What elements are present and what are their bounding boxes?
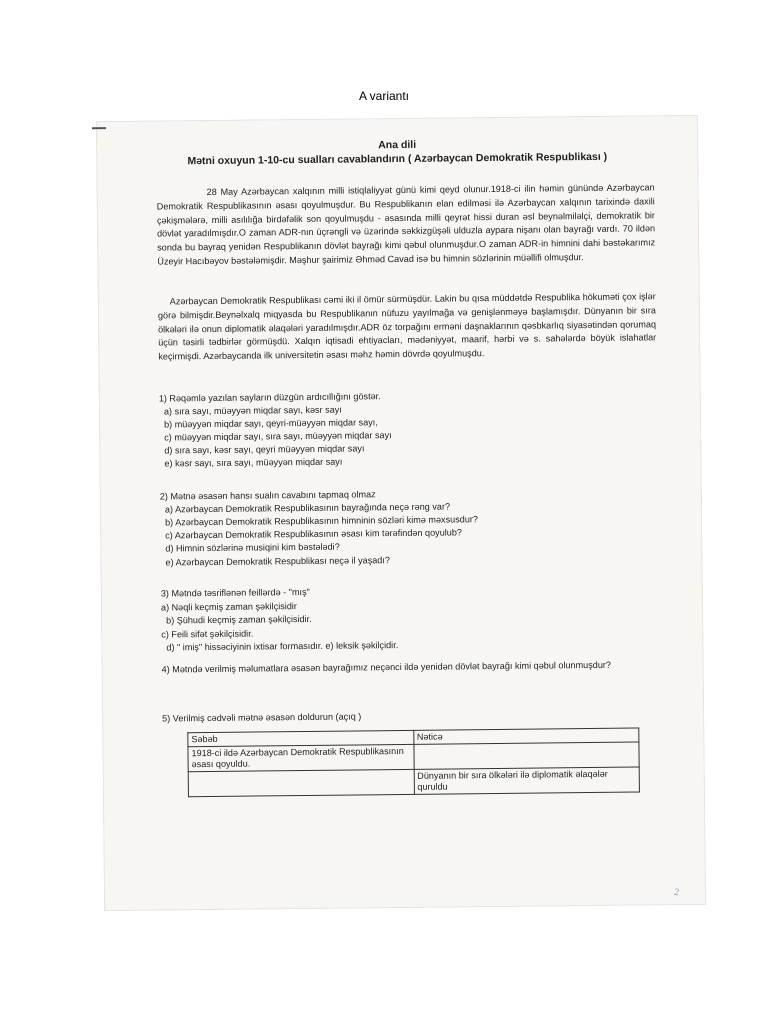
table-cell-result-2: Dünyanın bir sıra ölkələri ilə diplomatik əlaqələr quruldu: [414, 767, 640, 794]
question-3: 3) Mətndə təsriflənən feillərdə - "mış": [160, 586, 310, 599]
page-heading: A variantı: [358, 89, 410, 103]
page-number: 2: [673, 887, 680, 899]
q3-option-a: a) Nəqli keçmiş zaman şəkilçisidir: [160, 601, 297, 613]
q1-option-c: c) müəyyən miqdar sayı, sıra sayı, müəyyən miqdar sayı: [164, 430, 392, 443]
q3-option-c: c) Feili sifət şəkilçisidir.: [161, 628, 254, 640]
scanned-page: [96, 115, 706, 911]
scan-edge-mark: [92, 127, 106, 129]
q2-option-e: e) Azərbaycan Demokratik Respublikası neçə il yaşadı?: [165, 555, 390, 568]
reading-paragraph-2: Azərbaycan Demokratik Respublikası cəmi iki il ömür sürmüşdür. Lakin bu qısa müddətdə Respublika hökuməti çox işlər görə bilmişdir.Beynəlxalq miqyasda bu Respublikanın nüfuzu yayılmağa və genişlənməyə başlamışdır. Dünyanın bir sıra ölkələri ilə onun diplomatik əlaqələri yaradılmışdır.ADR öz torpağını erməni daşnaklarının qəsbkarlıq siyasətindən qorumaq üçün təsirli tədbirlər görmüşdü. Xalqın iqtisadi ehtiyacları, mədəniyyət, maarif, hərbi və s. sahələrdə böyük islahatlar keçirmişdi. Azərbaycanda ilk universitetin əsası məhz həmin dövrdə qoyulmuşdu.: [157, 291, 657, 362]
q1-option-a: a) sıra sayı, müəyyən miqdar sayı, kəsr sayı: [163, 404, 342, 417]
table-header-result: Nəticə: [413, 728, 639, 744]
q1-option-d: d) sıra sayı, kəsr sayı, qeyri müəyyən miqdar sayı: [164, 443, 365, 456]
question-5: 5) Verilmiş cədvəli mətnə əsasən doldurun (açıq ): [162, 711, 362, 724]
question-1: 1) Rəqəmlə yazılan sayların düzgün ardıcıllığını göstər.: [158, 391, 381, 404]
q1-option-e: e) kəsr sayı, sıra sayı, müəyyən miqdar sayı: [164, 456, 343, 469]
q3-option-d-e: d) " imiş" hissəciyinin ixtisar formasıdır. e) leksik şəkilçidir.: [166, 640, 399, 653]
question-4: 4) Mətndə verilmiş məlumatlara əsasən bayrağımız neçənci ildə yenidən dövlət bayrağı kimi qəbul olunmuşdur?: [161, 659, 612, 675]
table-cell-cause-1: 1918-ci ildə Azərbaycan Demokratik Respublikasının əsası qoyuldu.: [188, 744, 414, 771]
table-header-cause: Səbəb: [188, 730, 414, 746]
question-2: 2) Mətnə əsasən hansı sualın cavabını tapmaq olmaz: [159, 489, 376, 502]
answer-table: [187, 728, 640, 798]
reading-paragraph-1: 28 May Azərbaycan xalqının milli istiqlaliyyət günü kimi qeyd olunur.1918-ci ilin həmin günündə Azərbaycan Demokratik Respublikasının əsası qoyulmuşdur. Bu Respublikanın elan edilməsi ilə Azərbaycan xalqının tarixində daxili çəkişmələrə, milli asılılığa birdəfəlik son qoyulmuşdu - əsasında milli qeyrət hissi duran əsl beynəlmiləlçi, demokratik bir dövlət yaradılmışdır.O zaman ADR-nın üçrəngli və üzərində səkkizgüşəli ulduzla aypara nişanı olan bayrağı vardı. 70 ildən sonda bu bayraq yenidən Respublikanın dövlət bayrağı kimi qəbul olunmuşdur.O zaman ADR-in himnini dahi bəstəkarımız Üzeyir Hacıbəyov bəstələmişdir. Məşhur şairimiz Əhməd Cavad isə bu himnin sözlərinin müəllifi olmuşdur.: [156, 182, 656, 267]
q2-option-d: d) Himnin sözlərinə musiqini kim bəstələdi?: [165, 541, 340, 554]
table-cell-cause-2: [188, 769, 414, 796]
q3-option-b: b) Şühudi keçmiş zaman şəkilçisidir.: [166, 613, 312, 626]
instruction-title: Mətni oxuyun 1-10-cu sualları cavablandırın ( Azərbaycan Demokratik Respublikası ): [187, 150, 608, 168]
q1-option-b: b) müəyyən miqdar sayı, qeyri-müəyyən miqdar sayı,: [164, 417, 378, 430]
q2-option-c: c) Azərbaycan Demokratik Respublikasının əsası kim tərəfindən qoyulub?: [165, 527, 462, 541]
table-cell-result-1: [413, 742, 639, 769]
q2-option-b: b) Azərbaycan Demokratik Respublikasının himninin sözləri kimə məxsusdur?: [165, 514, 478, 528]
q2-option-a: a) Azərbaycan Demokratik Respublikasının bayrağında neçə rəng var?: [164, 501, 451, 515]
subject-title: Ana dili: [378, 138, 417, 152]
